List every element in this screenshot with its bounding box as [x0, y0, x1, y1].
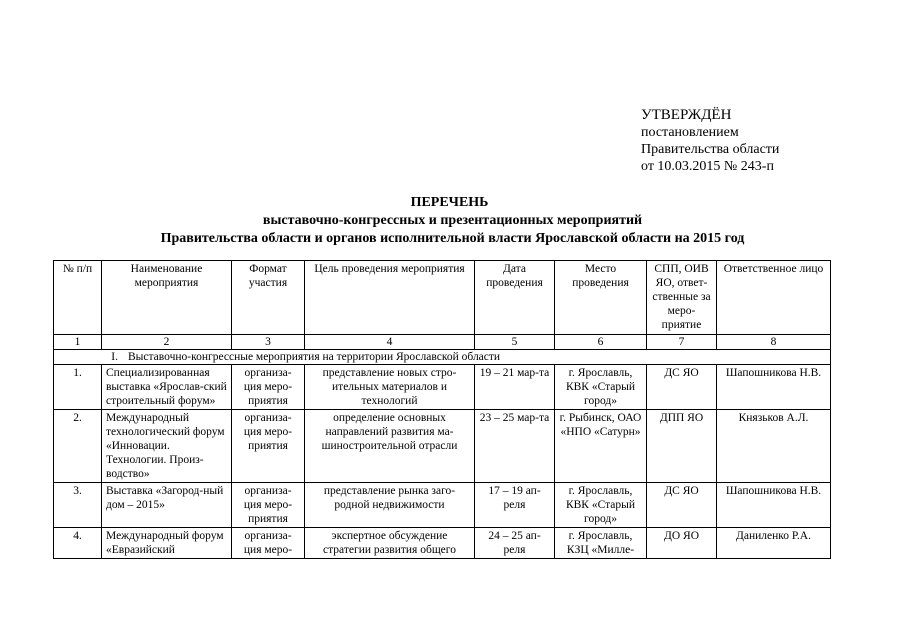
- responsible-person: Князьков А.Л.: [717, 410, 831, 483]
- row-number: 1.: [54, 365, 102, 410]
- event-place: г. Рыбинск, ОАО «НПО «Сатурн»: [555, 410, 647, 483]
- section-row: [54, 350, 831, 365]
- row-number: 4.: [54, 528, 102, 559]
- event-name: Международный форум «Евразийский: [102, 528, 232, 559]
- title-line-3: Правительства области и органов исполнительной власти Ярославской области на 2015 год: [160, 231, 745, 246]
- approval-stamp: [641, 107, 881, 175]
- section-number: I.: [111, 351, 118, 363]
- row-number: 3.: [54, 483, 102, 528]
- table-row: [54, 410, 831, 483]
- responsible-person: Шапошникова Н.В.: [717, 365, 831, 410]
- approval-line-3: от 10.03.2015 № 243-п: [641, 159, 774, 174]
- responsible-department: ДПП ЯО: [647, 410, 717, 483]
- responsible-department: ДС ЯО: [647, 365, 717, 410]
- header-cell: Цель проведения мероприятия: [305, 261, 475, 335]
- section-title: Выставочно-конгрессные мероприятия на территории Ярославской области: [128, 351, 501, 363]
- event-date: 17 – 19 ап-реля: [475, 483, 555, 528]
- header-cell: Формат участия: [232, 261, 305, 335]
- header-cell: Место проведения: [555, 261, 647, 335]
- event-goal: представление рынка заго-родной недвижимости: [305, 483, 475, 528]
- responsible-department: ДС ЯО: [647, 483, 717, 528]
- title-line-1: ПЕРЕЧЕНЬ: [410, 195, 489, 210]
- column-number: 7: [647, 335, 717, 350]
- title-line-2: выставочно-конгрессных и презентационных мероприятий: [262, 213, 643, 228]
- event-name: Специализированная выставка «Ярослав-ский строительный форум»: [102, 365, 232, 410]
- event-place: г. Ярославль, КВК «Старый город»: [555, 365, 647, 410]
- event-place: г. Ярославль, КВК «Старый город»: [555, 483, 647, 528]
- responsible-person: Даниленко Р.А.: [717, 528, 831, 559]
- event-date: 19 – 21 мар-та: [475, 365, 555, 410]
- responsible-department: ДО ЯО: [647, 528, 717, 559]
- responsible-person: Шапошникова Н.В.: [717, 483, 831, 528]
- event-name: Выставка «Загород-ный дом – 2015»: [102, 483, 232, 528]
- event-goal: экспертное обсуждение стратегии развития общего: [305, 528, 475, 559]
- participation-format: организа-ция меро-приятия: [232, 365, 305, 410]
- event-name: Международный технологический форум «Инновации. Технологии. Произ-водство»: [102, 410, 232, 483]
- event-date: 24 – 25 ап-реля: [475, 528, 555, 559]
- event-goal: определение основных направлений развития ма-шиностроительной отрасли: [305, 410, 475, 483]
- event-date: 23 – 25 мар-та: [475, 410, 555, 483]
- approval-heading: УТВЕРЖДЁН: [641, 107, 732, 123]
- header-cell: СПП, ОИВ ЯО, ответ-ственные за меро-приятие: [647, 261, 717, 335]
- column-number-row: [54, 335, 831, 350]
- row-number: 2.: [54, 410, 102, 483]
- header-cell: № п/п: [54, 261, 102, 335]
- header-row: [54, 261, 831, 335]
- approval-line-1: постановлением: [641, 125, 739, 140]
- column-number: 3: [232, 335, 305, 350]
- table-row: [54, 528, 831, 559]
- participation-format: организа-ция меро-: [232, 528, 305, 559]
- section-heading: [54, 350, 831, 365]
- column-number: 1: [54, 335, 102, 350]
- participation-format: организа-ция меро-приятия: [232, 410, 305, 483]
- column-number: 8: [717, 335, 831, 350]
- column-number: 4: [305, 335, 475, 350]
- events-table: [53, 260, 831, 559]
- header-cell: Дата проведения: [475, 261, 555, 335]
- header-cell: Наименование мероприятия: [102, 261, 232, 335]
- event-goal: представление новых стро-ительных материалов и технологий: [305, 365, 475, 410]
- event-place: г. Ярославль, КЗЦ «Милле-: [555, 528, 647, 559]
- participation-format: организа-ция меро-приятия: [232, 483, 305, 528]
- approval-line-2: Правительства области: [641, 142, 780, 157]
- table-row: [54, 483, 831, 528]
- column-number: 6: [555, 335, 647, 350]
- column-number: 5: [475, 335, 555, 350]
- header-cell: Ответственное лицо: [717, 261, 831, 335]
- column-number: 2: [102, 335, 232, 350]
- table-row: [54, 365, 831, 410]
- document-title: [0, 194, 905, 248]
